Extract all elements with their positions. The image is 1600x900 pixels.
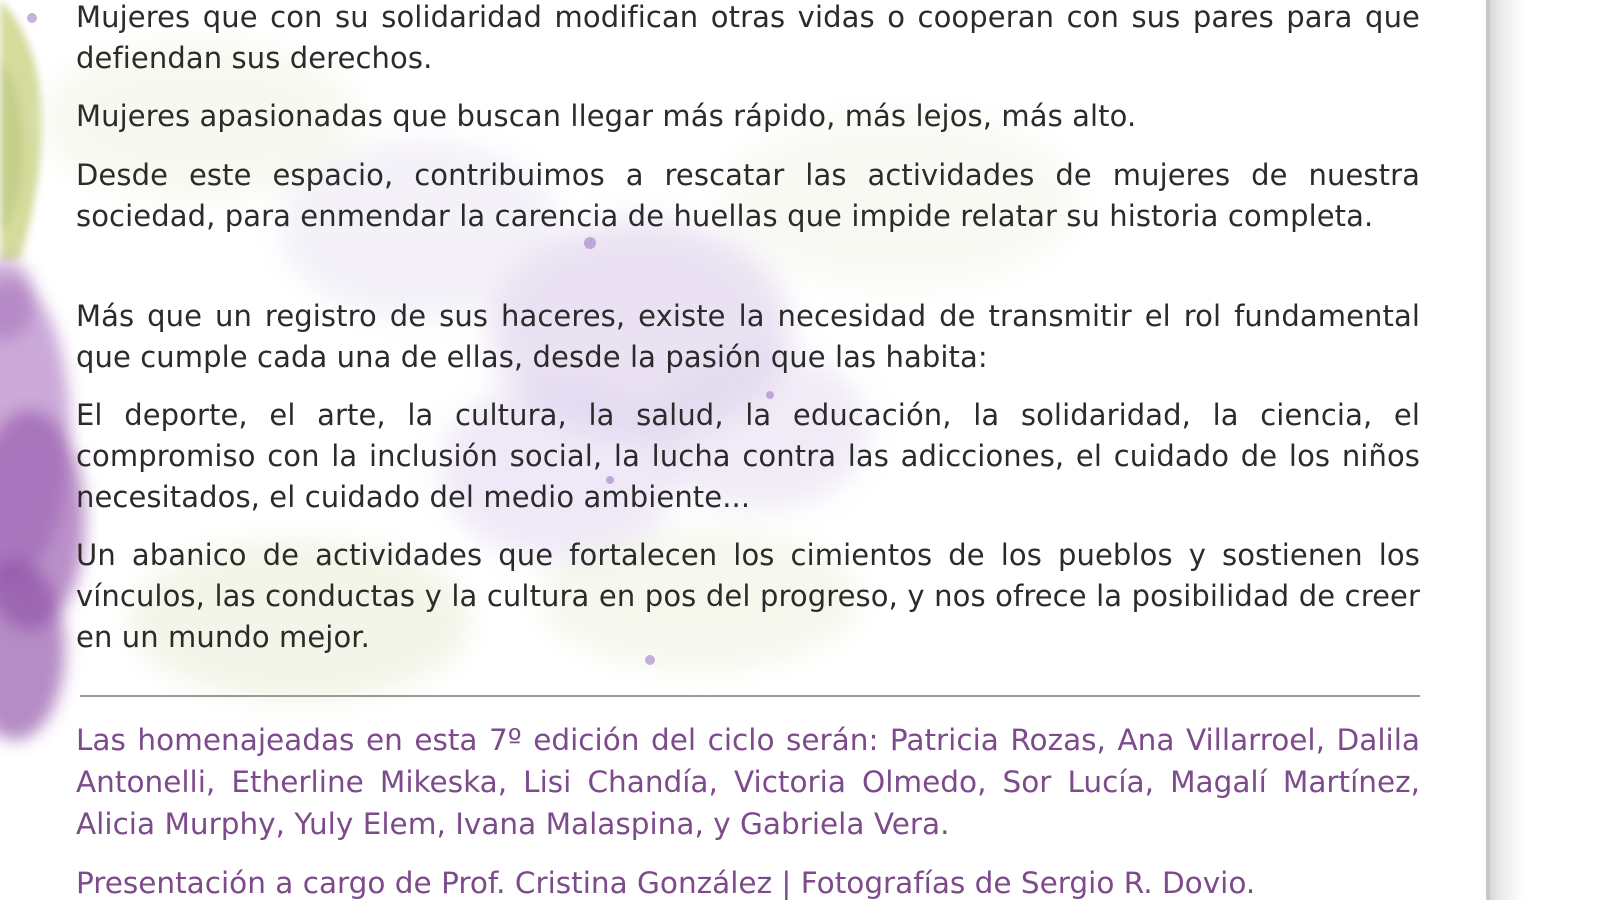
paragraph-better-world: Un abanico de actividades que fortalecen los cimientos de los pueblos y sostienen los vínculos, las conductas y la cultura en pos del progreso, y nos ofrece la posibilidad de creer en un mundo mejor. [76,538,1420,654]
paragraph-rescue-activities: Desde este espacio, contribuimos a rescatar las actividades de mujeres de nuestra sociedad, para enmendar la carencia de huellas que impide relatar su historia completa. [76,158,1420,233]
paragraph-passion: Mujeres apasionadas que buscan llegar más rápido, más lejos, más alto. [76,99,1137,133]
purple-flower-illustration [0,260,85,740]
credits-line: Presentación a cargo de Prof. Cristina González | Fotografías de Sergio R. Dovio. [76,866,1256,900]
honorees-list: Las homenajeadas en esta 7º edición del ciclo serán: Patricia Rozas, Ana Villarroel, Dalila Antonelli, Etherline Mikeska, Lisi Chandía, Victoria Olmedo, Sor Lucía, Magalí Martínez, Alicia Murphy, Yuly Elem, Ivana Malaspina, y Gabriela Vera. [76,723,1420,841]
paragraph-solidarity: Mujeres que con su solidaridad modifican otras vidas o cooperan con sus pares para que defiendan sus derechos. [76,0,1420,75]
page-edge-shadow [1490,0,1526,900]
section-divider [80,695,1420,697]
paragraph-fundamental-role: Más que un registro de sus haceres, existe la necesidad de transmitir el rol fundamental que cumple cada una de ellas, desde la pasión que las habita: [76,299,1420,374]
paragraph-activities-list: El deporte, el arte, la cultura, la salud, la educación, la solidaridad, la ciencia, el compromiso con la inclusión social, la lucha contra las adicciones, el cuidado de los niños necesitados, el cuidado del medio ambiente... [76,398,1420,514]
green-leaf-illustration [0,0,42,260]
